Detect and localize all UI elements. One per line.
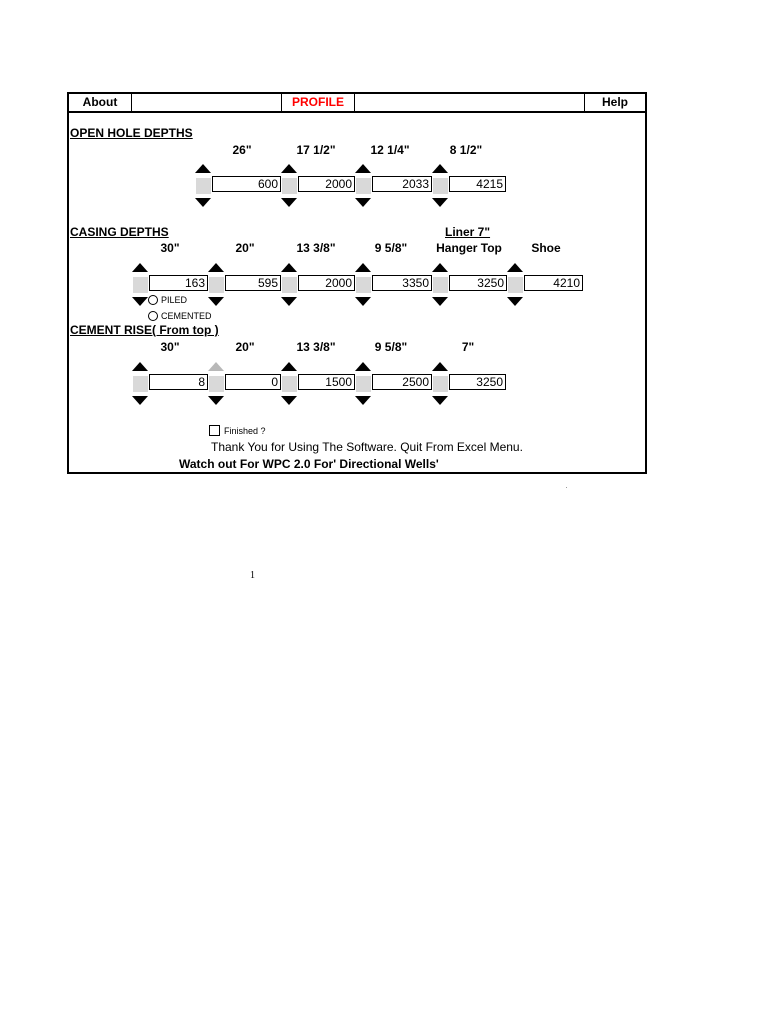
- casing-spinner-1[interactable]: [132, 261, 149, 310]
- cement-spinner-2[interactable]: [208, 360, 225, 409]
- cement-spinner-3[interactable]: [281, 360, 298, 409]
- open-hole-col-4: 8 1/2": [449, 143, 483, 157]
- casing-spinner-4[interactable]: [355, 261, 372, 310]
- stray-mark: [566, 487, 567, 488]
- casing-col-3: 13 3/8": [296, 241, 336, 255]
- cemented-radio-label: CEMENTED: [161, 311, 212, 321]
- profile-button[interactable]: PROFILE: [282, 94, 355, 111]
- piled-radio[interactable]: [148, 295, 187, 305]
- cemented-radio[interactable]: [148, 311, 212, 321]
- menu-blank-cell: [132, 94, 282, 111]
- open-hole-value-3[interactable]: 2033: [372, 176, 432, 192]
- casing-value-1[interactable]: 163: [149, 275, 208, 291]
- casing-col-6: Shoe: [531, 241, 561, 255]
- open-hole-spinner-1[interactable]: [195, 162, 212, 211]
- cement-value-3[interactable]: 1500: [298, 374, 355, 390]
- casing-col-5: Hanger Top: [436, 241, 502, 255]
- cement-col-4: 9 5/8": [374, 340, 408, 354]
- open-hole-col-1: 26": [232, 143, 252, 157]
- casing-spinner-2[interactable]: [208, 261, 225, 310]
- casing-col-2: 20": [235, 241, 255, 255]
- radio-circle-icon: [148, 311, 158, 321]
- open-hole-spinner-4[interactable]: [432, 162, 449, 211]
- cement-rise-title: CEMENT RISE( From top ): [70, 323, 219, 337]
- casing-value-5[interactable]: 3250: [449, 275, 507, 291]
- casing-spinner-6[interactable]: [507, 261, 524, 310]
- casing-value-3[interactable]: 2000: [298, 275, 355, 291]
- casing-spinner-3[interactable]: [281, 261, 298, 310]
- open-hole-col-3: 12 1/4": [370, 143, 410, 157]
- open-hole-title: OPEN HOLE DEPTHS: [70, 126, 193, 140]
- menu-bar: [69, 94, 645, 113]
- finished-label: Finished ?: [224, 425, 266, 436]
- casing-spinner-5[interactable]: [432, 261, 449, 310]
- checkbox-icon: [209, 425, 220, 436]
- casing-value-6[interactable]: 4210: [524, 275, 583, 291]
- cement-col-5: 7": [461, 340, 475, 354]
- finished-checkbox[interactable]: [209, 425, 266, 436]
- casing-value-2[interactable]: 595: [225, 275, 281, 291]
- radio-circle-icon: [148, 295, 158, 305]
- cement-col-2: 20": [235, 340, 255, 354]
- page-number: 1: [250, 570, 255, 581]
- cement-col-1: 30": [160, 340, 180, 354]
- cement-col-3: 13 3/8": [296, 340, 336, 354]
- watch-out-message: Watch out For WPC 2.0 For' Directional Wells': [179, 457, 439, 471]
- casing-col-4: 9 5/8": [374, 241, 408, 255]
- cement-spinner-4[interactable]: [355, 360, 372, 409]
- thanks-message: Thank You for Using The Software. Quit From Excel Menu.: [211, 440, 523, 454]
- open-hole-col-2: 17 1/2": [296, 143, 336, 157]
- cement-value-4[interactable]: 2500: [372, 374, 432, 390]
- open-hole-spinner-2[interactable]: [281, 162, 298, 211]
- piled-radio-label: PILED: [161, 295, 188, 305]
- about-button[interactable]: About: [69, 94, 132, 111]
- casing-value-4[interactable]: 3350: [372, 275, 432, 291]
- cement-spinner-5[interactable]: [432, 360, 449, 409]
- menu-blank-cell: [355, 94, 585, 111]
- cement-spinner-1[interactable]: [132, 360, 149, 409]
- open-hole-spinner-3[interactable]: [355, 162, 372, 211]
- casing-title: CASING DEPTHS: [70, 225, 169, 239]
- casing-col-1: 30": [160, 241, 180, 255]
- open-hole-value-4[interactable]: 4215: [449, 176, 506, 192]
- cement-value-5[interactable]: 3250: [449, 374, 506, 390]
- liner-label: Liner 7": [445, 225, 491, 239]
- cement-value-2[interactable]: 0: [225, 374, 281, 390]
- help-button[interactable]: Help: [601, 95, 628, 109]
- cement-value-1[interactable]: 8: [149, 374, 208, 390]
- wpc-profile-window: [67, 92, 647, 474]
- open-hole-value-2[interactable]: 2000: [298, 176, 355, 192]
- open-hole-value-1[interactable]: 600: [212, 176, 281, 192]
